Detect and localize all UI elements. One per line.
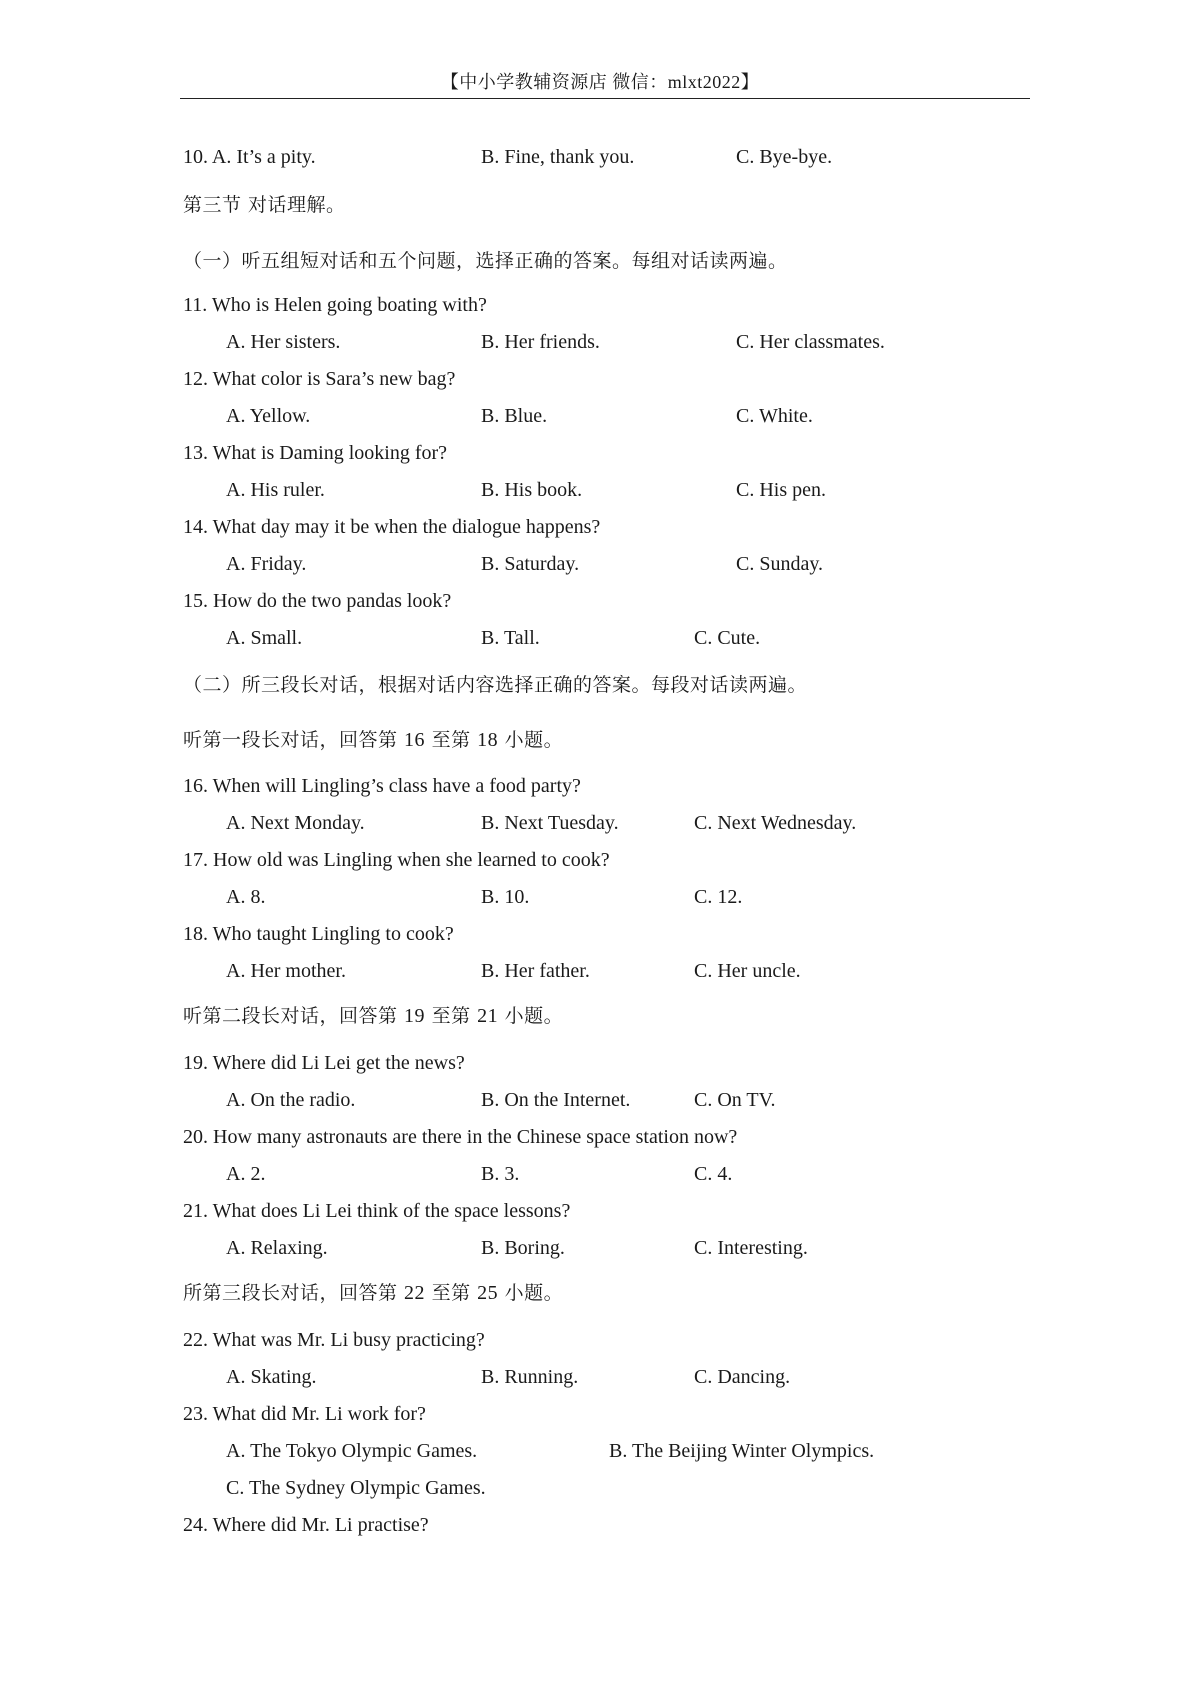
q10-option-a: 10. A. It’s a pity. [183,146,316,168]
q22-option-a: A. Skating. [226,1366,317,1388]
q12-option-c: C. White. [736,405,813,427]
question-24: 24. Where did Mr. Li practise? [183,1514,429,1536]
q21-option-c: C. Interesting. [694,1237,808,1259]
q17-option-a: A. 8. [226,886,266,908]
q13-option-a: A. His ruler. [226,479,325,501]
question-18: 18. Who taught Lingling to cook? [183,923,454,945]
q23-option-b: B. The Beijing Winter Olympics. [609,1440,875,1462]
q16-option-a: A. Next Monday. [226,812,365,834]
question-23: 23. What did Mr. Li work for? [183,1403,426,1425]
q19-option-c: C. On TV. [694,1089,776,1111]
q12-option-b: B. Blue. [481,405,548,427]
question-22: 22. What was Mr. Li busy practicing? [183,1329,485,1351]
dialogue3-instructions: 所第三段长对话，回答第 22 至第 25 小题。 [183,1282,564,1304]
question-11: 11. Who is Helen going boating with? [183,294,487,316]
q13-option-c: C. His pen. [736,479,826,501]
question-20: 20. How many astronauts are there in the Chinese space station now? [183,1126,738,1148]
q16-option-b: B. Next Tuesday. [481,812,619,834]
q14-option-c: C. Sunday. [736,553,824,575]
q11-option-a: A. Her sisters. [226,331,341,353]
q10-option-c: C. Bye-bye. [736,146,833,168]
dialogue2-instructions: 听第二段长对话，回答第 19 至第 21 小题。 [183,1005,564,1027]
q17-option-c: C. 12. [694,886,743,908]
q18-option-c: C. Her uncle. [694,960,801,982]
q15-option-a: A. Small. [226,627,303,649]
q15-option-c: C. Cute. [694,627,761,649]
q13-option-b: B. His book. [481,479,583,501]
q17-option-b: B. 10. [481,886,530,908]
header-rule [180,98,1030,99]
q21-option-b: B. Boring. [481,1237,565,1259]
question-13: 13. What is Daming looking for? [183,442,448,464]
q10-option-b: B. Fine, thank you. [481,146,635,168]
q11-option-b: B. Her friends. [481,331,600,353]
q12-option-a: A. Yellow. [226,405,311,427]
q16-option-c: C. Next Wednesday. [694,812,857,834]
question-19: 19. Where did Li Lei get the news? [183,1052,465,1074]
q18-option-a: A. Her mother. [226,960,346,982]
q20-option-b: B. 3. [481,1163,520,1185]
q15-option-b: B. Tall. [481,627,540,649]
q20-option-c: C. 4. [694,1163,733,1185]
q19-option-b: B. On the Internet. [481,1089,631,1111]
q20-option-a: A. 2. [226,1163,266,1185]
q14-option-b: B. Saturday. [481,553,580,575]
part1-instructions: （一）听五组短对话和五个问题，选择正确的答案。每组对话读两遍。 [183,250,788,272]
section3-title: 第三节 对话理解。 [183,194,346,216]
question-17: 17. How old was Lingling when she learned to cook? [183,849,610,871]
q19-option-a: A. On the radio. [226,1089,356,1111]
q23-option-c: C. The Sydney Olympic Games. [226,1477,486,1499]
dialogue1-instructions: 听第一段长对话，回答第 16 至第 18 小题。 [183,729,564,751]
question-12: 12. What color is Sara’s new bag? [183,368,456,390]
q11-option-c: C. Her classmates. [736,331,885,353]
page-header: 【中小学教辅资源店 微信：mlxt2022】 [440,72,760,92]
q22-option-b: B. Running. [481,1366,579,1388]
question-21: 21. What does Li Lei think of the space lessons? [183,1200,571,1222]
q14-option-a: A. Friday. [226,553,307,575]
q23-option-a: A. The Tokyo Olympic Games. [226,1440,478,1462]
q21-option-a: A. Relaxing. [226,1237,328,1259]
part2-instructions: （二）所三段长对话，根据对话内容选择正确的答案。每段对话读两遍。 [183,674,808,696]
q18-option-b: B. Her father. [481,960,590,982]
question-16: 16. When will Lingling’s class have a food party? [183,775,581,797]
question-15: 15. How do the two pandas look? [183,590,452,612]
q22-option-c: C. Dancing. [694,1366,791,1388]
question-14: 14. What day may it be when the dialogue happens? [183,516,601,538]
